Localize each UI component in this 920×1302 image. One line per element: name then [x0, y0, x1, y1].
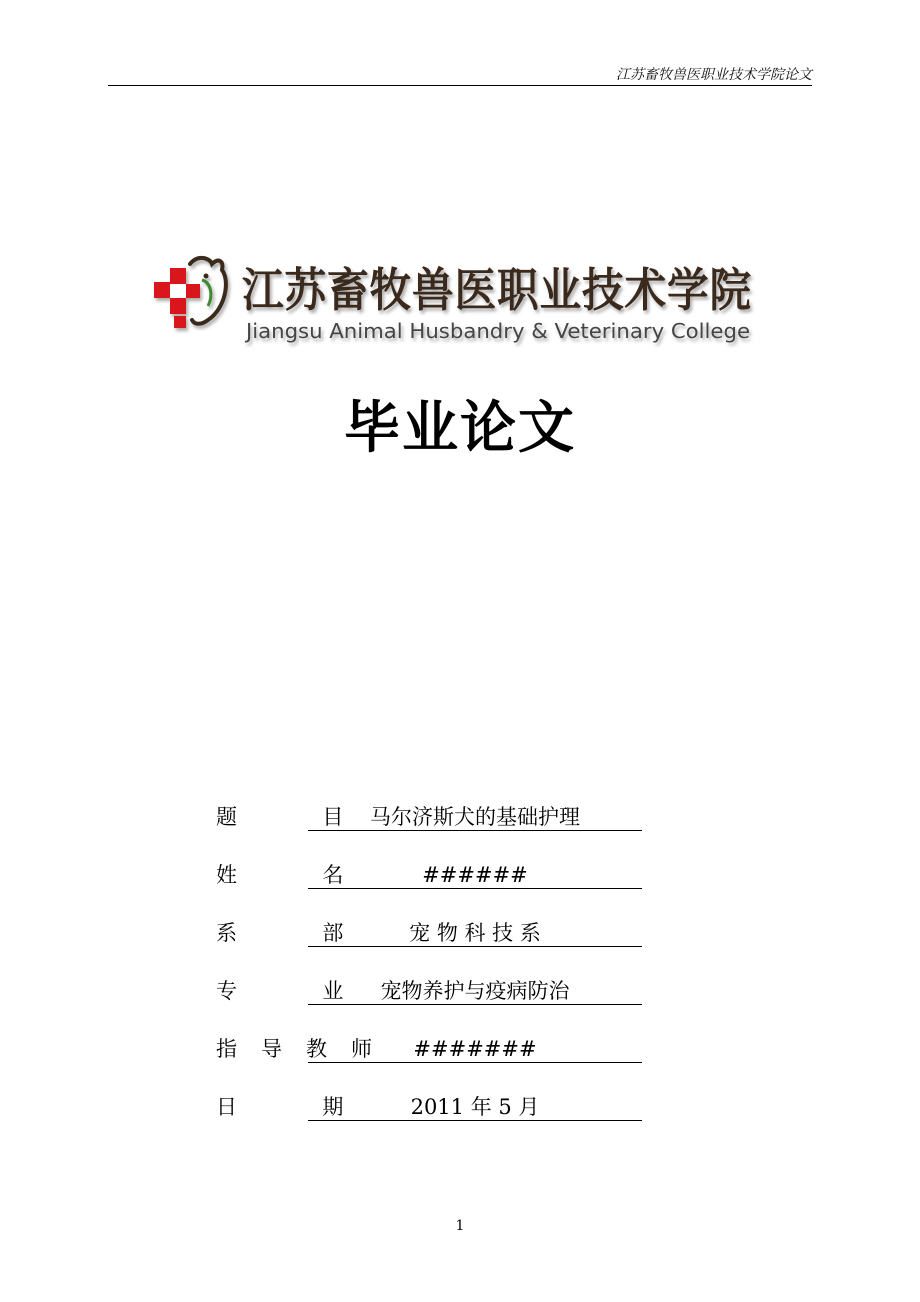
logo-english-name: Jiangsu Animal Husbandry & Veterinary College — [243, 319, 750, 343]
field-value-major: 宠物养护与疫病防治 — [308, 974, 642, 1005]
field-label-advisor: 指导教师 — [216, 1037, 396, 1061]
field-label-name: 姓 名 — [216, 863, 368, 887]
field-value-advisor: ####### — [308, 1032, 642, 1063]
field-value-date: 2011 年 5 月 — [308, 1090, 642, 1121]
field-row-topic — [216, 800, 656, 858]
running-header: 江苏畜牧兽医职业技术学院论文 — [616, 67, 812, 83]
field-value-topic: 马尔济斯犬的基础护理 — [308, 800, 642, 831]
logo-chinese-name: 江苏畜牧兽医职业技术学院 — [242, 263, 752, 317]
field-label-major: 专 业 — [216, 979, 368, 1003]
field-row-name — [216, 858, 656, 916]
college-logo-graphic — [150, 250, 760, 350]
cover-fields — [216, 800, 656, 1148]
page-number: 1 — [455, 1218, 465, 1234]
field-label-topic: 题 目 — [216, 805, 368, 829]
field-value-department: 宠 物 科 技 系 — [308, 916, 642, 947]
thesis-title: 毕业论文 — [344, 396, 576, 461]
header-rule — [108, 85, 812, 86]
field-row-department — [216, 916, 656, 974]
field-label-department: 系 部 — [216, 921, 368, 945]
field-row-advisor — [216, 1032, 656, 1090]
field-label-date: 日 期 — [216, 1095, 368, 1119]
college-logo — [150, 250, 760, 350]
field-row-date — [216, 1090, 656, 1148]
field-row-major — [216, 974, 656, 1032]
field-value-name: ###### — [308, 858, 642, 889]
